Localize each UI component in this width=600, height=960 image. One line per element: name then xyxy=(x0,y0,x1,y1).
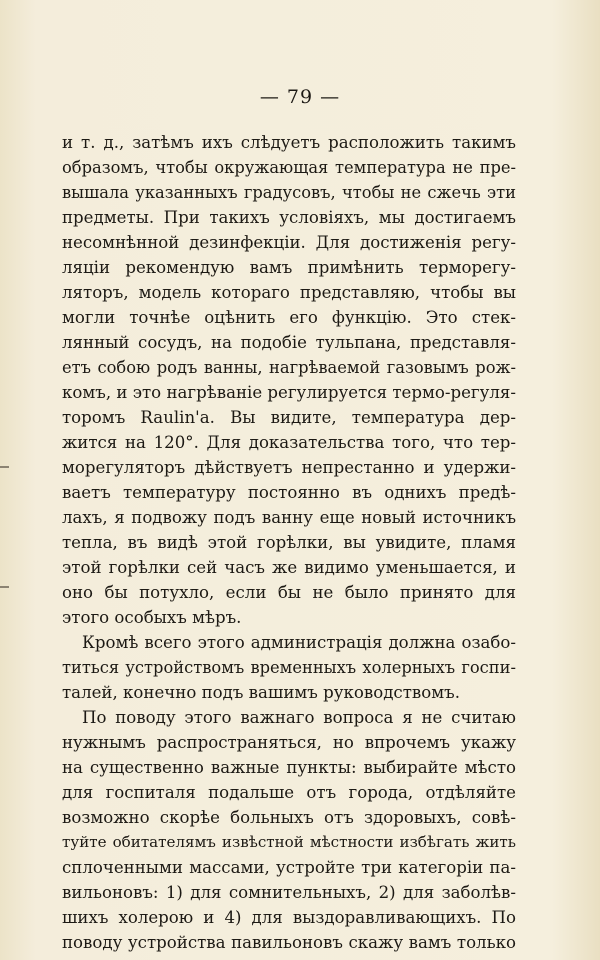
text-line: вильоновъ: 1) для сомнительныхъ, 2) для заболѣв- xyxy=(62,883,516,902)
text-line: етъ собою родъ ванны, нагрѣваемой газовымъ рож- xyxy=(62,358,516,377)
text-line: лянный сосудъ, на подобіе тульпана, представля- xyxy=(62,333,516,352)
text-line: вышала указанныхъ градусовъ, чтобы не сжечь эти xyxy=(62,183,516,202)
paragraph-end-line: этого особыхъ мѣръ. xyxy=(62,608,242,627)
text-line: этой горѣлки сей часъ же видимо уменьшается, и xyxy=(62,558,516,577)
margin-mark xyxy=(0,466,9,468)
text-line: для госпиталя подальше отъ города, отдѣляйте xyxy=(62,783,516,802)
text-line: ляторъ, модель котораго представляю, чтобы вы xyxy=(62,283,516,302)
margin-mark xyxy=(0,586,9,588)
text-line: жится на 120°. Для доказательства того, что тер- xyxy=(62,433,516,452)
text-line: сплоченными массами, устройте три категоріи па- xyxy=(62,858,516,877)
text-line: возможно скорѣе больныхъ отъ здоровыхъ, совѣ- xyxy=(62,808,516,827)
page-number: — 79 — xyxy=(259,86,341,108)
text-line: поводу устройства павильоновъ скажу вамъ только xyxy=(62,933,516,952)
paragraph-end-line: талей, конечно подъ вашимъ руководствомъ. xyxy=(62,683,460,702)
text-line: туйте обитателямъ извѣстной мѣстности избѣгать жить xyxy=(62,833,516,851)
text-line: могли точнѣе оцѣнить его функцію. Это стек- xyxy=(62,308,516,327)
text-line: шихъ холерою и 4) для выздоравливающихъ. По xyxy=(62,908,516,927)
text-line: и т. д., затѣмъ ихъ слѣдуетъ расположить такимъ xyxy=(62,133,516,152)
text-line: оно бы потухло, если бы не было принято для xyxy=(62,583,516,602)
text-line: ляціи рекомендую вамъ примѣнить терморегу- xyxy=(62,258,516,277)
text-line: лахъ, я подвожу подъ ванну еще новый источникъ xyxy=(62,508,516,527)
text-line: тепла, въ видѣ этой горѣлки, вы увидите, пламя xyxy=(62,533,516,552)
text-line: морегуляторъ дѣйствуетъ непрестанно и удержи- xyxy=(62,458,516,477)
text-line: на существенно важные пункты: выбирайте мѣсто xyxy=(62,758,516,777)
text-line: образомъ, чтобы окружающая температура не пре- xyxy=(62,158,516,177)
body-text xyxy=(62,130,516,955)
text-line: несомнѣнной дезинфекціи. Для достиженія регу- xyxy=(62,233,516,252)
text-line: ваетъ температуру постоянно въ однихъ предѣ- xyxy=(62,483,516,502)
text-line: торомъ Raulin'а. Вы видите, температура дер- xyxy=(62,408,516,427)
text-line: предметы. При такихъ условіяхъ, мы достигаемъ xyxy=(62,208,516,227)
text-line: титься устройствомъ временныхъ холерныхъ госпи- xyxy=(62,658,516,677)
paragraph-start-line: Кромѣ всего этого администрація должна озабо- xyxy=(82,633,516,652)
text-line: комъ, и это нагрѣваніе регулируется термо-регуля- xyxy=(62,383,516,402)
text-line: нужнымъ распространяться, но впрочемъ укажу xyxy=(62,733,516,752)
paragraph-start-line: По поводу этого важнаго вопроса я не считаю xyxy=(82,708,516,727)
